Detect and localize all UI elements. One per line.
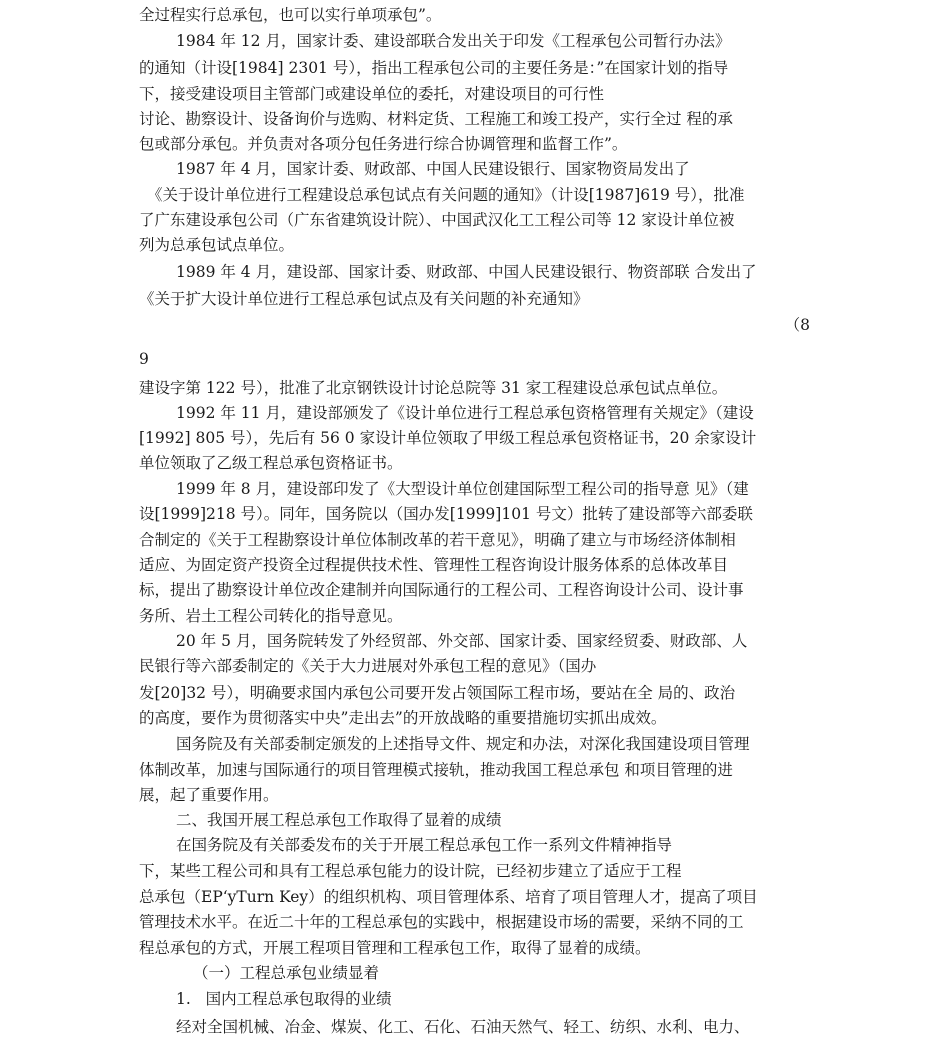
section-heading: 二、我国开展工程总承包工作取得了显着的成绩 (176, 811, 502, 829)
text-line: 标，提出了勘察设计单位改企建制并向国际通行的工程公司、工程咨询设计公司、设计事 (139, 581, 744, 599)
text-line: 讨论、勘察设计、设备询价与选购、材料定货、工程施工和竣工投产，实行全过 程的承 (139, 110, 733, 128)
text-line: 在国务院及有关部委发布的关于开展工程总承包工作一系列文件精神指导 (176, 836, 673, 854)
text-line: 务所、岩土工程公司转化的指导意见。 (139, 607, 403, 625)
text-line: 民银行等六部委制定的《关于大力进展对外承包工程的意见》（国办 (139, 657, 597, 675)
text-line: 建设字第 122 号），批准了北京钢铁设计讨论总院等 31 家工程建设总承包试点单位。 (139, 379, 728, 397)
text-line: 体制改革，加速与国际通行的项目管理模式接轨，推动我国工程总承包 和项目管理的进 (139, 761, 733, 779)
text-line: 列为总承包试点单位。 (139, 236, 295, 254)
text-line: 下，某些工程公司和具有工程总承包能力的设计院，已经初步建立了适应于工程 (139, 862, 682, 880)
text-line: 1989 年 4 月，建设部、国家计委、财政部、中国人民建设银行、物资部联 合发出了 (176, 263, 757, 281)
text-line: 合制定的《关于工程勘察设计单位体制改革的若干意见》，明确了建立与市场经济体制相 (139, 531, 736, 549)
text-line: 下，接受建设项目主管部门或建设单位的委托，对建设项目的可行性 (139, 85, 605, 103)
text-line: 了广东建设承包公司（广东省建筑设计院）、中国武汉化工工程公司等 12 家设计单位被 (139, 211, 735, 229)
text-line: 包或部分承包。并负责对各项分包任务进行综合协调管理和监督工作”。 (139, 135, 628, 153)
text-line: 发[20]32 号），明确要求国内承包公司要开发占领国际工程市场，要站在全 局的、政治 (139, 684, 736, 702)
text-line: 1999 年 8 月，建设部印发了《大型设计单位创建国际型工程公司的指导意 见》（建 (176, 480, 749, 498)
text-line: 1992 年 11 月，建设部颁发了《设计单位进行工程总承包资格管理有关规定》（建设 (176, 404, 754, 422)
text-line: 的高度，要作为贯彻落实中央”走出去”的开放战略的重要措施切实抓出成效。 (139, 709, 667, 727)
text-line: 程总承包的方式，开展工程项目管理和工程承包工作，取得了显着的成绩。 (139, 939, 651, 957)
text-line: 全过程实行总承包，也可以实行单项承包”。 (139, 6, 442, 24)
text-line: 20 年 5 月，国务院转发了外经贸部、外交部、国家计委、国家经贸委、财政部、人 (176, 632, 748, 650)
text-line: 总承包（EP‘yTurn Key）的组织机构、项目管理体系、培育了项目管理人才，提高了项目 (139, 888, 758, 906)
text-line: 单位领取了乙级工程总承包资格证书。 (139, 454, 403, 472)
text-line: 国务院及有关部委制定颁发的上述指导文件、规定和办法，对深化我国建设项目管理 (176, 735, 750, 753)
text-line: [1992] 805 号），先后有 56 0 家设计单位领取了甲级工程总承包资格证书，20 余家设计 (139, 429, 757, 447)
text-line: （8 (784, 316, 810, 334)
text-line: 1987 年 4 月，国家计委、财政部、中国人民建设银行、国家物资局发出了 (176, 160, 690, 178)
text-line: 管理技术水平。在近二十年的工程总承包的实践中，根据建设市场的需要，采纳不同的工 (139, 913, 744, 931)
text-line: 适应、为固定资产投资全过程提供技术性、管理性工程咨询设计服务体系的总体改革目 (139, 556, 729, 574)
text-line: 9 (139, 350, 149, 368)
text-line: 的通知（计设[1984] 2301 号），指出工程承包公司的主要任务是：”在国家计划的指导 (139, 59, 729, 77)
text-line: 展，起了重要作用。 (139, 786, 279, 804)
text-line: 《关于设计单位进行工程建设总承包试点有关问题的通知》（计设[1987]619 号），批准 (147, 186, 745, 204)
text-line: 设[1999]218 号）。同年，国务院以（国办发[1999]101 号文）批转了建设部等六部委联 (139, 505, 753, 523)
text-line: 1984 年 12 月，国家计委、建设部联合发出关于印发《工程承包公司暂行办法》 (176, 32, 731, 50)
text-line: 《关于扩大设计单位进行工程总承包试点及有关问题的补充通知》 (139, 290, 589, 308)
text-line: 经对全国机械、冶金、煤炭、化工、石化、石油天然气、轻工、纺织、水利、电力、 (176, 1018, 750, 1036)
subsection-heading: （一）工程总承包业绩显着 (193, 964, 380, 982)
list-item-heading: 1. 国内工程总承包取得的业绩 (176, 990, 392, 1008)
